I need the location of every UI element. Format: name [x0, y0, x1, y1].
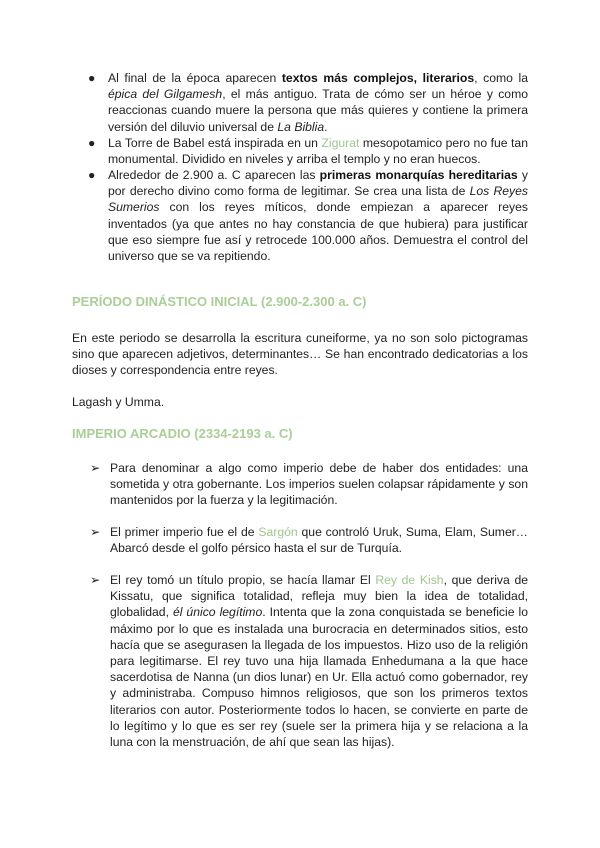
text-run: . Intenta que la zona conquistada se beneficie lo máximo por lo que es instalada una burocracia en determinados sitios, esto hacía que se asegurasen la llegada de los impuestos. Hizo uso de la religión para legitimarse. El rey tuvo una hija llamada Enhedumana a la que hace sacerdotisa de Nanna (un dios lunar) en Ur. Ella actuó como gobernador, rey y administraba. Compuso himnos religiosos, que son los primeros textos literarios con autor. Posteriormente todos lo hacen, se convierte en parte de lo legítimo y lo que es ser rey (suele ser la primera hija y se relaciona a la luna con la menstruación, de ahí que sean las hijas).	[110, 605, 528, 750]
text-run: , como la	[474, 71, 529, 85]
arrow-item-text	[110, 460, 528, 509]
paragraph: Lagash y Umma.	[72, 395, 165, 409]
italic-text: Los Reyes Sumerios	[108, 184, 528, 215]
text-run: Alrededor de 2.900 a. C aparecen las	[108, 168, 320, 182]
highlighted-term: Zigurat	[321, 136, 360, 150]
text-run: El rey tomó un título propio, se hacía llamar El	[110, 573, 376, 587]
bullet-text	[108, 70, 528, 135]
arrow-bullet-icon: ➢	[90, 461, 101, 475]
bullet-item	[88, 167, 528, 264]
bullet-item	[88, 135, 528, 167]
arrow-item-text	[110, 524, 528, 556]
section-heading: PERÍODO DINÁSTICO INICIAL (2.900-2.300 a. C)	[72, 294, 367, 309]
arrow-item	[90, 524, 528, 556]
text-run: , que deriva de Kissatu, que significa totalidad, refleja muy bien la idea de totalidad, globalidad,	[110, 573, 529, 620]
bullet-marker: ●	[88, 168, 96, 182]
arrow-item	[90, 460, 528, 509]
text-run: El primer imperio fue el de	[110, 525, 259, 539]
text-run: La Torre de Babel está inspirada en un	[108, 136, 322, 150]
text-run: y por derecho divino como forma de legitimar. Se crea una lista de	[108, 168, 529, 199]
italic-text: él único legítimo	[172, 605, 263, 620]
arrow-item	[90, 572, 528, 750]
text-run: Al final de la época aparecen	[108, 71, 282, 85]
text-run: mesopotamico pero no fue tan monumental. Dividido en niveles y arriba el templo y no eran huecos.	[108, 136, 528, 167]
highlighted-term: Sargón	[258, 525, 298, 539]
bullet-text	[108, 167, 528, 264]
highlighted-term: Rey de Kish	[375, 573, 444, 587]
text-run: con los reyes míticos, donde empiezan a aparecer reyes inventados (ya que antes no hay constancia de que hubiera) para justificar que eso siempre fue así y retrocede 100.000 años. Demuestra el control del universo que se va repitiendo.	[108, 200, 528, 264]
italic-text: épica del Gilgamesh	[108, 87, 223, 102]
italic-text: La Biblia	[277, 119, 325, 134]
bullet-item	[88, 70, 528, 135]
arrow-bullet-icon: ➢	[90, 525, 101, 539]
bullet-marker: ●	[88, 136, 96, 150]
bold-text: textos más complejos, literarios	[281, 71, 475, 85]
text-run: .	[324, 119, 328, 134]
bold-text: primeras monarquías hereditarias	[319, 168, 518, 182]
text-run: que controló Uruk, Suma, Elam, Sumer… Abarcó desde el golfo pérsico hasta el sur de Turquía.	[110, 525, 528, 556]
text-run: , el más antiguo. Trata de cómo ser un héroe y como reaccionas cuando muere la persona que más quieres y contiene la primera versión del diluvio universal de	[108, 87, 528, 134]
bullet-marker: ●	[88, 71, 96, 85]
arrow-bullet-icon: ➢	[90, 573, 101, 587]
section-heading: IMPERIO ARCADIO (2334-2193 a. C)	[72, 426, 293, 441]
bullet-text	[108, 135, 528, 167]
text-run: Para denominar a algo como imperio debe de haber dos entidades: una sometida y otra gobernante. Los imperios suelen colapsar rápidamente y son mantenidos por la fuerza y la legitimación.	[110, 461, 528, 508]
paragraph: En este periodo se desarrolla la escritura cuneiforme, ya no son solo pictogramas sino que aparecen adjetivos, determinantes… Se han encontrado dedicatorias a los dioses y correspondencia entre reyes.	[72, 331, 528, 378]
arrow-item-text	[110, 572, 528, 750]
